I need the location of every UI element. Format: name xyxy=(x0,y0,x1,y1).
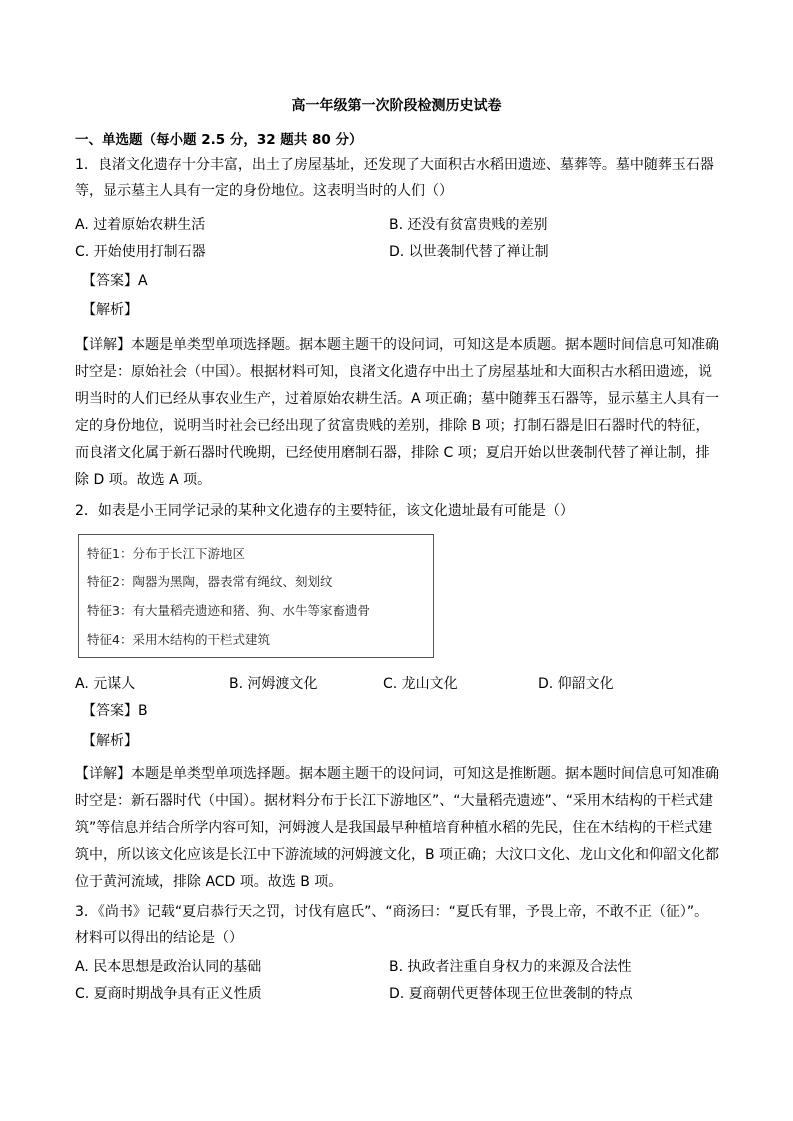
q2-option-d[interactable]: D. 仰韶文化 xyxy=(538,676,614,692)
q1-answer: 【答案】A xyxy=(82,273,148,289)
feature-table xyxy=(78,534,434,658)
q1-option-a[interactable]: A. 过着原始农耕生活 xyxy=(75,217,206,233)
q1-option-c[interactable]: C. 开始使用打制石器 xyxy=(75,244,206,260)
q2-answer: 【答案】B xyxy=(82,703,148,719)
feature-4: 特征4：采用木结构的干栏式建筑 xyxy=(87,632,270,647)
q3-option-a[interactable]: A. 民本思想是政治认同的基础 xyxy=(75,959,262,975)
section-heading: 一、单选题（每小题 2.5 分，32 题共 80 分） xyxy=(75,132,363,148)
feature-2: 特征2：陶器为黑陶，器表常有绳纹、刻划纹 xyxy=(87,574,333,589)
q2-option-c[interactable]: C. 龙山文化 xyxy=(383,676,458,692)
q2-analysis-label: 【解析】 xyxy=(82,733,138,749)
q3-option-b[interactable]: B. 执政者注重自身权力的来源及合法性 xyxy=(389,959,632,975)
q3-option-c[interactable]: C. 夏商时期战争具有正义性质 xyxy=(75,986,262,1002)
feature-3: 特征3：有大量稻壳遗迹和猪、狗、水牛等家畜遗骨 xyxy=(87,603,370,618)
q3-option-d[interactable]: D. 夏商朝代更替体现王位世袭制的特点 xyxy=(389,986,633,1002)
q1-analysis-label: 【解析】 xyxy=(82,302,138,318)
q2-stem: 2．如表是小王同学记录的某种文化遗存的主要特征，该文化遗址最有可能是（） xyxy=(75,503,574,519)
q2-option-a[interactable]: A. 元谋人 xyxy=(75,676,136,692)
feature-1: 特征1：分布于长江下游地区 xyxy=(87,546,245,561)
q1-stem: 1．良渚文化遗存十分丰富，出土了房屋基址，还发现了大面积古水稻田遗迹、墓葬等。墓中随葬玉石器等，显示墓主人具有一定的身份地位。这表明当时的人们（） xyxy=(75,157,714,199)
page-title: 高一年级第一次阶段检测历史试卷 xyxy=(291,98,502,114)
q1-option-d[interactable]: D. 以世袭制代替了禅让制 xyxy=(389,244,549,260)
q2-detail: 【详解】本题是单类型单项选择题。据本题主题干的设问词，可知这是推断题。据本题时间信息可知准确时空是：新石器时代（中国）。据材料分布于长江下游地区”、“大量稻壳遗迹”、“采用木结构的干栏式建筑”等信息并结合所学内容可知，河姆渡人是我国最早种植培育种植水稻的先民，住在木结构的干栏式建筑中，所以该文化应该是长江中下游流域的河姆渡文化，B 项正确；大汶口文化、龙山文化和仰韶文化都位于黄河流域，排除 ACD 项。故选 B 项。 xyxy=(75,766,720,890)
q1-option-b[interactable]: B. 还没有贫富贵贱的差别 xyxy=(389,217,548,233)
q2-option-b[interactable]: B. 河姆渡文化 xyxy=(229,676,318,692)
q1-detail: 【详解】本题是单类型单项选择题。据本题主题干的设问词，可知这是本质题。据本题时间信息可知准确时空是：原始社会（中国）。根据材料可知，良渚文化遗存中出土了房屋基址和大面积古水稻田遗迹，说明当时的人们已经从事农业生产，过着原始农耕生活。A 项正确；墓中随葬玉石器等，显示墓主人具有一定的身份地位，说明当时社会已经出现了贫富贵贱的差别，排除 B 项；打制石器是旧石器时代的特征，而良渚文化属于新石器时代晚期，已经使用磨制石器，排除 C 项；夏启开始以世袭制代替了禅让制，排除 D 项。故选 A 项。 xyxy=(75,337,720,488)
q3-stem: 3．《尚书》记载“夏启恭行天之罚，讨伐有扈氏”、“商汤曰：“夏氏有罪，予畏上帝，不敢不正（征）”。材料可以得出的结论是（） xyxy=(75,904,709,946)
